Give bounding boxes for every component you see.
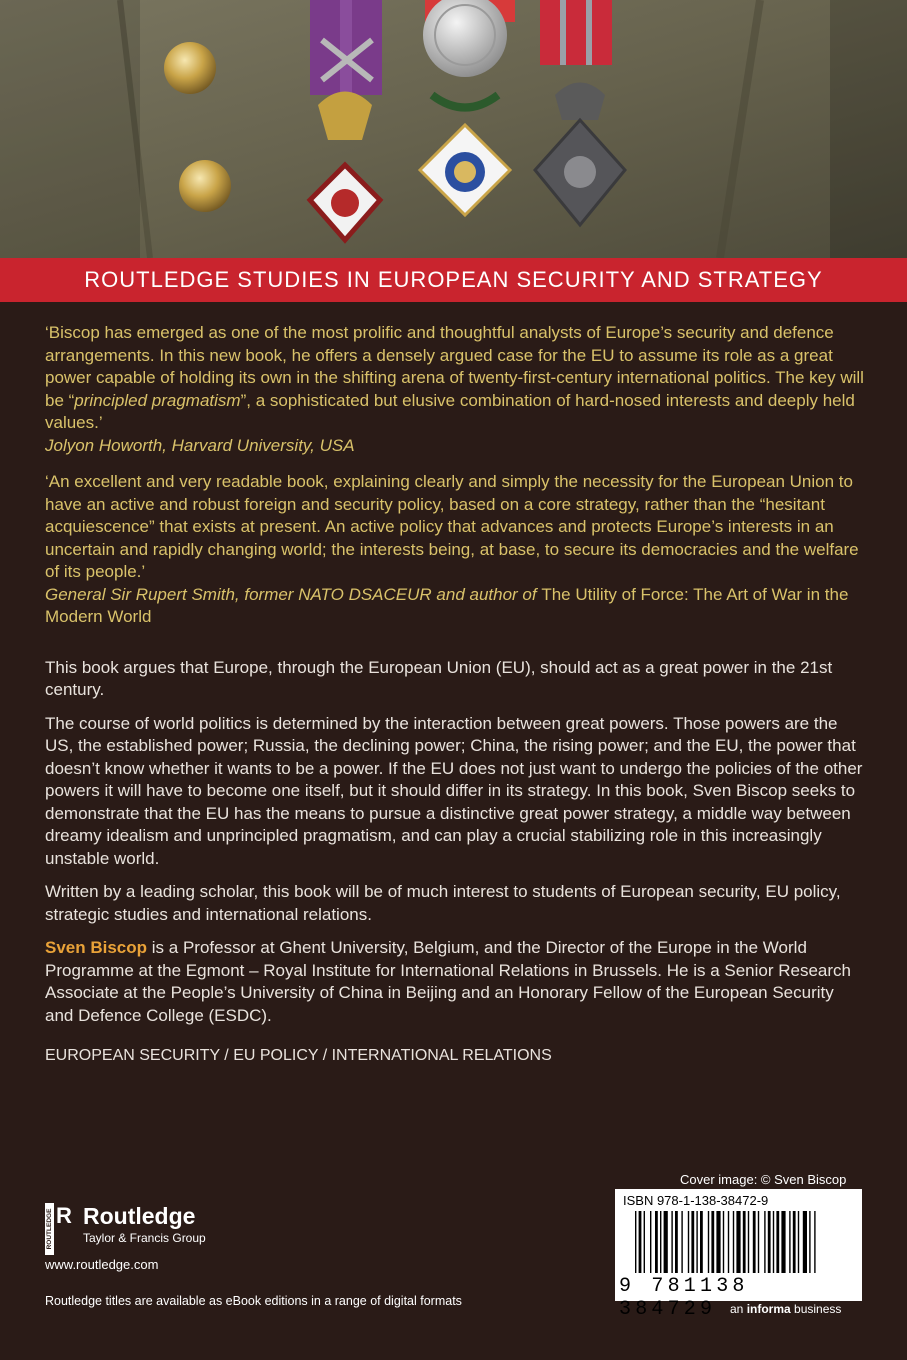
isbn-number: ISBN 978-1-138-38472-9 [623, 1193, 769, 1208]
informa-suffix: business [790, 1302, 842, 1316]
barcode-bar [803, 1211, 807, 1273]
barcode-bar [650, 1211, 651, 1273]
series-title: ROUTLEDGE STUDIES IN EUROPEAN SECURITY AND STRATEGY [0, 258, 907, 302]
description-paragraph: Written by a leading scholar, this book will be of much interest to students of European security, EU policy, strategic studies and international relations. [45, 882, 841, 924]
ebook-note: Routledge titles are available as eBook editions in a range of digital formats [45, 1294, 462, 1308]
publisher-website[interactable]: www.routledge.com [45, 1257, 159, 1272]
informa-prefix: an [730, 1302, 747, 1316]
publisher-logo [45, 1197, 305, 1257]
quote-text: ‘Biscop has emerged as one of the most prolific and thoughtful analysts of Europe’s security and defence arrangements. In this new book, he offers a densely argued case for the EU to assume its role as a great power capable of holding its own in the shifting arena of twenty-first-century international politics. The key will be “ [45, 323, 864, 410]
author-name: Sven Biscop [45, 938, 148, 957]
attribution-book-title: The Utility of Force: The Art of War in the Modern World [45, 584, 849, 626]
barcode-bar [635, 1211, 636, 1273]
barcode-bar [768, 1211, 771, 1273]
barcode-bar [675, 1211, 678, 1273]
publisher-group: Taylor & Francis Group [83, 1231, 206, 1245]
quote-text: ”, a sophisticated but elusive combination of hard-nosed interests and deeply held values.’ [45, 390, 855, 432]
barcode-bar [655, 1211, 658, 1273]
barcode-bar [671, 1211, 672, 1273]
barcode-bar [681, 1211, 682, 1273]
barcode-bar [733, 1211, 734, 1273]
subject-categories: EUROPEAN SECURITY / EU POLICY / INTERNATIONAL RELATIONS [45, 1047, 552, 1064]
barcode-bar [814, 1211, 815, 1273]
barcode-bar [696, 1211, 697, 1273]
barcode-bar [773, 1211, 774, 1273]
barcode-bar [743, 1211, 746, 1273]
quote-attribution [45, 584, 865, 629]
barcode-bar [748, 1211, 749, 1273]
barcode-bar [723, 1211, 724, 1273]
quote-text: ‘An excellent and very readable book, explaining clearly and simply the necessity for the European Union to have an active and robust foreign and security policy, based on a core strategy, rather than the “hesitant acquiescence” that exists at present. An active policy that advances and protects Europe’s interests in an uncertain and rapidly changing world; the interests being, at base, to secure its democracies and the welfare of its people.’ [45, 472, 859, 581]
barcode-bar [700, 1211, 703, 1273]
endorsement-quote [45, 322, 865, 457]
routledge-logo-icon [45, 1203, 73, 1255]
quote-attribution: Jolyon Howorth, Harvard University, USA [45, 435, 355, 455]
description-paragraph: The course of world politics is determined by the interaction between great powers. Those powers are the US, the established power; Russia, the declining power; China, the rising power; and the EU, the power that doesn’t know whether it wants to be a power. If the EU does not just want to undergo the policies of the other powers it will have to become one itself, but it should differ in its strategy. In this book, Sven Biscop seeks to demonstrate that the EU has the means to pursue a distinctive great power strategy, a middle way between dreamy idealism and unprincipled pragmatism, and can play a crucial stabilizing role in this increasingly unstable world. [45, 713, 863, 868]
barcode-bar [736, 1211, 740, 1273]
endorsement-quote [45, 471, 865, 629]
barcode-bar [764, 1211, 765, 1273]
author-bio-text: is a Professor at Ghent University, Belgium, and the Director of the Europe in the World Programme at the Egmont – Royal Institute for International Relations in Brussels. He is a Senior Research Associate at the People’s University of China in Beijing and an Honorary Fellow of the European Security and Defence College (ESDC). [45, 938, 851, 1025]
barcode-bar [716, 1211, 720, 1273]
barcode-bar [639, 1211, 642, 1273]
back-cover-text [45, 322, 865, 1068]
author-bio [45, 937, 865, 1027]
barcode-bar [664, 1211, 668, 1273]
description-paragraph: This book argues that Europe, through the European Union (EU), should act as a great power in the 21st century. [45, 657, 833, 699]
barcode-bar [809, 1211, 810, 1273]
cover-photo [0, 0, 907, 258]
barcode-bar [708, 1211, 709, 1273]
informa-business [730, 1302, 841, 1316]
barcode-bar [728, 1211, 729, 1273]
medals-illustration [0, 0, 907, 258]
jacket-button [179, 160, 231, 212]
barcode-bar [644, 1211, 645, 1273]
cover-image-credit: Cover image: © Sven Biscop [680, 1172, 847, 1187]
barcode-bar [793, 1211, 796, 1273]
attribution-text: General Sir Rupert Smith, former NATO DSACEUR and author of [45, 584, 542, 604]
barcode-bar [776, 1211, 779, 1273]
logo-letter: R [56, 1203, 72, 1228]
quote-emphasis: principled pragmatism [74, 390, 241, 410]
barcode-bar [758, 1211, 759, 1273]
barcode-bar [688, 1211, 689, 1273]
barcode-bar [781, 1211, 785, 1273]
barcode-bar [691, 1211, 694, 1273]
barcode-bar [798, 1211, 799, 1273]
crown-icon [318, 92, 372, 141]
informa-brand: informa [746, 1302, 791, 1316]
jacket-button [164, 42, 216, 94]
barcode-bar [660, 1211, 661, 1273]
red-ribbon [540, 0, 612, 65]
barcode-digits: 9 781138 384729 [619, 1275, 749, 1321]
barcode-bar [789, 1211, 790, 1273]
logo-vertical-text: ROUTLEDGE [46, 1208, 54, 1250]
publisher-name: Routledge [83, 1203, 196, 1229]
barcode-bar [753, 1211, 756, 1273]
barcode-bar [711, 1211, 714, 1273]
